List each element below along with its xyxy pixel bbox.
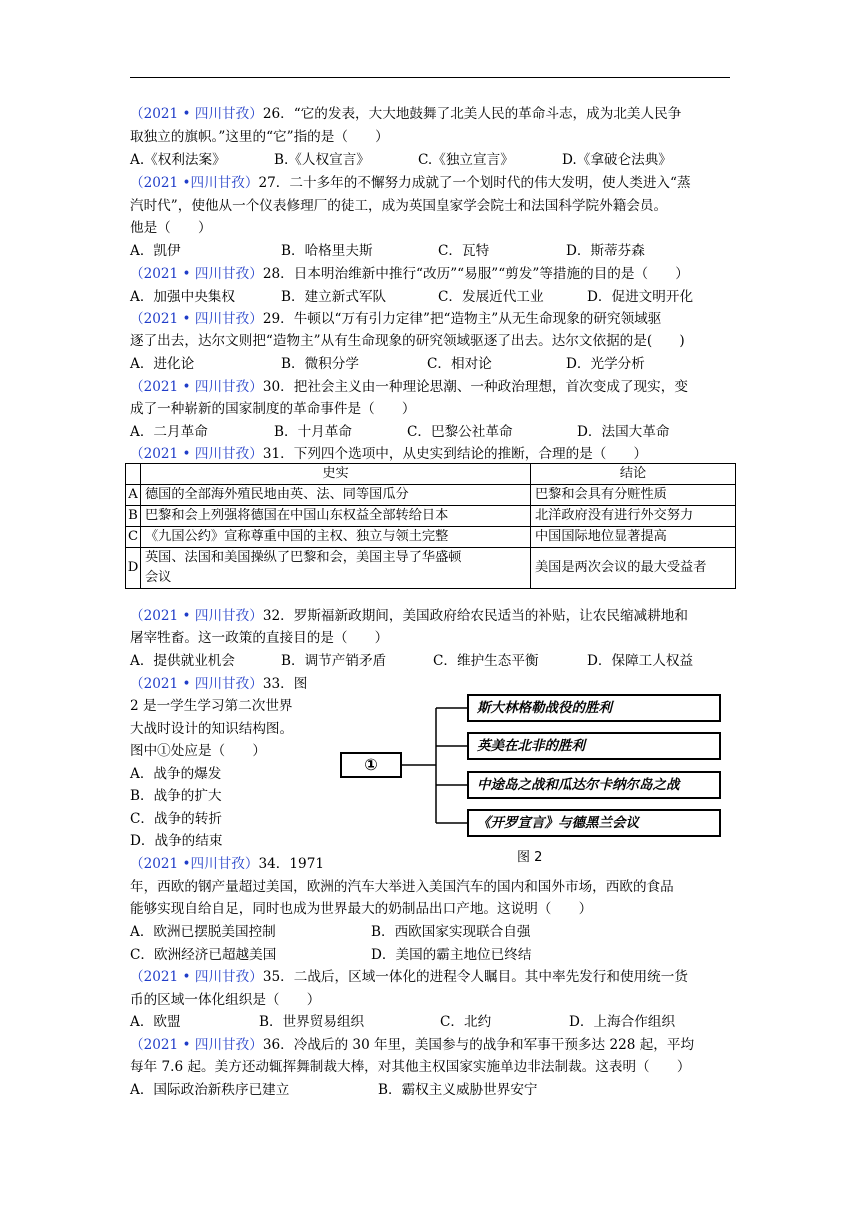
question-33-line-1	[130, 674, 307, 694]
option-a: A．提供就业机会	[130, 653, 235, 669]
source-tag: （2021 • 四川甘孜）	[130, 1037, 263, 1053]
row-fact-line: 会议	[145, 570, 172, 585]
diagram-branch-stalingrad: 斯大林格勒战役的胜利	[467, 694, 721, 722]
option-a: A．国际政治新秩序已建立	[130, 1082, 290, 1098]
question-30-line-1	[130, 377, 688, 397]
facts-table	[125, 463, 736, 589]
source-tag: （2021 • 四川甘孜）	[130, 106, 263, 122]
question-27-line-1	[130, 173, 691, 193]
stem-text: 27．二十多年的不懈努力成就了一个划时代的伟大发明，使人类进入“蒸	[258, 175, 691, 191]
question-33-line-3: 大战时设计的知识结构图。	[130, 721, 294, 737]
source-tag: （2021 • 四川甘孜）	[130, 311, 263, 327]
table-row	[126, 506, 736, 527]
option-b: B．霸权主义威胁世界安宁	[378, 1082, 538, 1098]
option-a: A．欧洲已摆脱美国控制	[130, 924, 276, 940]
table-row	[126, 548, 736, 589]
option-c: C．瓦特	[438, 243, 490, 259]
row-fact: 德国的全部海外殖民地由英、法、同等国瓜分	[141, 485, 531, 506]
source-tag: （2021 • 四川甘孜）	[130, 608, 263, 624]
row-conclusion: 北洋政府没有进行外交努力	[531, 506, 736, 527]
question-36-line-1	[130, 1035, 694, 1055]
diagram-center-node: ①	[340, 752, 402, 778]
option-b: B．微积分学	[281, 356, 359, 372]
option-b: B．调节产销矛盾	[281, 653, 387, 669]
option-b: B．建立新式军队	[281, 289, 387, 305]
stem-text: 30．把社会主义由一种理论思潮、一种政治理想，首次变成了现实，变	[262, 379, 688, 395]
option-c: C．相对论	[427, 356, 492, 372]
stem-text: 35．二战后，区域一体化的进程令人瞩目。其中率先发行和使用统一货	[262, 969, 688, 985]
source-tag: （2021 • 四川甘孜）	[130, 266, 263, 282]
row-fact-line: 英国、法国和美国操纵了巴黎和会，美国主导了华盛顿	[145, 550, 462, 565]
table-header-row	[126, 464, 736, 485]
option-d: D．美国的霸主地位已终结	[371, 947, 532, 963]
option-d: D.《拿破仑法典》	[562, 152, 672, 168]
row-fact: 巴黎和会上列强将德国在中国山东权益全部转给日本	[141, 506, 531, 527]
row-fact: 《九国公约》宣称尊重中国的主权、独立与领土完整	[141, 527, 531, 548]
row-label: A	[126, 485, 141, 506]
question-32-line-1	[130, 606, 688, 626]
diagram-branch-cairo-tehran: 《开罗宣言》与德黑兰会议	[467, 809, 721, 837]
option-c: C．战争的转折	[130, 811, 222, 827]
question-26-line-2: 取独立的旗帜。”这里的“它”指的是（ ）	[130, 129, 389, 145]
source-tag: （2021 • 四川甘孜）	[130, 676, 263, 692]
option-d: D．战争的结束	[130, 833, 223, 849]
row-label: D	[126, 548, 141, 589]
question-27-line-2: 汽时代”，使他从一个仪表修理厂的徒工，成为英国皇家学会院士和法国科学院外籍会员。	[130, 198, 668, 214]
source-tag: （2021 • 四川甘孜）	[130, 969, 263, 985]
option-b: B．十月革命	[274, 424, 352, 440]
option-c: C．发展近代工业	[438, 289, 544, 305]
option-b: B.《人权宣言》	[274, 152, 370, 168]
question-33-line-2: 2 是一学生学习第二次世界	[130, 698, 293, 714]
option-a: A．凯伊	[130, 243, 181, 259]
question-32-line-2: 屠宰牲畜。这一政策的直接目的是（ ）	[130, 630, 389, 646]
option-a: A.《权利法案》	[130, 152, 226, 168]
option-b: B．哈格里夫斯	[281, 243, 373, 259]
option-d: D．法国大革命	[577, 424, 670, 440]
question-35-line-1	[130, 967, 688, 987]
option-a: A．进化论	[130, 356, 195, 372]
question-35-line-2: 币的区域一体化组织是（ ）	[130, 992, 321, 1008]
question-26-line-1	[130, 104, 681, 124]
stem-text: 31．下列四个选项中，从史实到结论的推断，合理的是（ ）	[262, 446, 648, 462]
row-label: C	[126, 527, 141, 548]
option-a: A．欧盟	[130, 1014, 181, 1030]
question-28-line-1	[130, 264, 689, 284]
header-rule	[130, 77, 730, 78]
question-34-line-1	[130, 854, 324, 874]
source-tag: （2021 • 四川甘孜）	[130, 446, 263, 462]
stem-text: 34．1971	[258, 856, 324, 872]
question-27-line-3: 他是（ ）	[130, 220, 212, 236]
stem-text: 32．罗斯福新政期间，美国政府给农民适当的补贴，让农民缩减耕地和	[262, 608, 688, 624]
option-c: C．北约	[440, 1014, 492, 1030]
option-c: C．维护生态平衡	[433, 653, 539, 669]
question-34-line-2: 年，西欧的钢产量超过美国，欧洲的汽车大举进入美国汽车的国内和国外市场，西欧的食品	[130, 879, 674, 895]
row-label: B	[126, 506, 141, 527]
question-34-line-3: 能够实现自给自足，同时也成为世界最大的奶制品出口产地。这说明（ ）	[130, 901, 593, 917]
row-conclusion: 美国是两次会议的最大受益者	[531, 548, 736, 589]
table-row	[126, 485, 736, 506]
option-d: D．上海合作组织	[569, 1014, 676, 1030]
source-tag: （2021 •四川甘孜）	[130, 856, 259, 872]
option-c: C.《独立宣言》	[418, 152, 514, 168]
option-b: B．战争的扩大	[130, 788, 222, 804]
table-header-conclusion: 结论	[531, 464, 736, 485]
row-conclusion: 巴黎和会具有分赃性质	[531, 485, 736, 506]
question-29-line-1	[130, 309, 661, 329]
option-d: D．光学分析	[566, 356, 645, 372]
option-d: D．促进文明开化	[587, 289, 694, 305]
option-b: B．世界贸易组织	[259, 1014, 365, 1030]
option-b: B．西欧国家实现联合自强	[371, 924, 531, 940]
question-30-line-2: 成了一种崭新的国家制度的革命事件是（ ）	[130, 401, 416, 417]
stem-text: 36．冷战后的 30 年里，美国参与的战争和军事干预多达 228 起，平均	[262, 1037, 695, 1053]
row-conclusion: 中国国际地位显著提高	[531, 527, 736, 548]
question-36-line-2: 每年 7.6 起。美方还动辄挥舞制裁大棒，对其他主权国家实施单边非法制裁。这表明（ ）	[130, 1059, 691, 1075]
table-header-label	[126, 464, 141, 485]
option-c: C．欧洲经济已超越美国	[130, 947, 277, 963]
table-row	[126, 527, 736, 548]
row-fact	[141, 548, 531, 589]
option-d: D．斯蒂芬森	[566, 243, 645, 259]
option-a: A．二月革命	[130, 424, 208, 440]
knowledge-structure-diagram	[330, 690, 730, 840]
question-33-line-4: 图中①处应是（ ）	[130, 743, 266, 759]
option-d: D．保障工人权益	[587, 653, 694, 669]
question-29-line-2: 逐了出去，达尔文则把“造物主”从有生命现象的研究领域驱逐了出去。达尔文依据的是( )	[130, 333, 685, 349]
stem-text: 33．图	[262, 676, 308, 692]
option-a: A．加强中央集权	[130, 289, 235, 305]
source-tag: （2021 •四川甘孜）	[130, 175, 259, 191]
question-31-line-1	[130, 444, 647, 464]
stem-text: 28．日本明治维新中推行“改历”“易服”“剪发”等措施的目的是（ ）	[262, 266, 689, 282]
option-c: C．巴黎公社革命	[407, 424, 513, 440]
diagram-branch-north-africa: 英美在北非的胜利	[467, 732, 721, 760]
table-header-fact: 史实	[141, 464, 531, 485]
stem-text: 29．牛顿以“万有引力定律”把“造物主”从无生命现象的研究领域驱	[262, 311, 662, 327]
source-tag: （2021 • 四川甘孜）	[130, 379, 263, 395]
figure-caption: 图 2	[517, 850, 543, 865]
stem-text: 26．“它的发表，大大地鼓舞了北美人民的革命斗志，成为北美人民争	[262, 106, 682, 122]
option-a: A．战争的爆发	[130, 766, 222, 782]
diagram-branch-midway: 中途岛之战和瓜达尔卡纳尔岛之战	[467, 771, 721, 799]
